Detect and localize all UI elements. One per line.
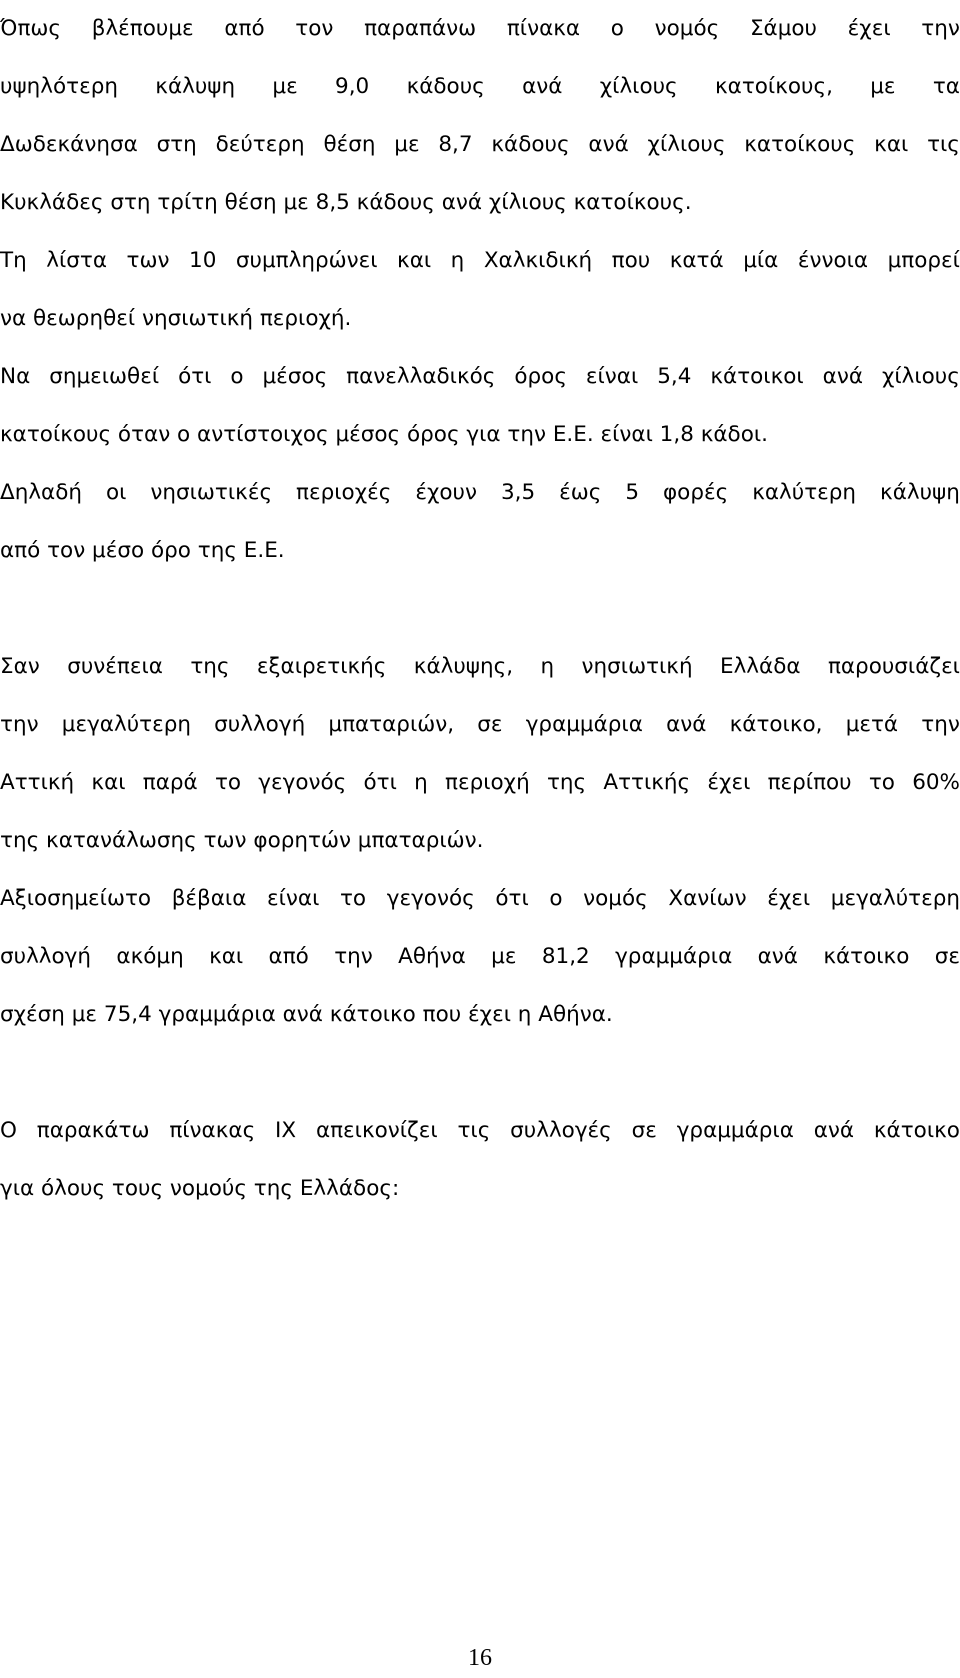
word: 81,2 (541, 944, 590, 969)
word: δεύτερη (215, 132, 305, 157)
word: έχουν (415, 480, 477, 505)
word: παραπάνω (364, 16, 477, 41)
text-line: Κυκλάδες στη τρίτη θέση με 8,5 κάδους ανά χίλιους κατοίκους. (0, 190, 692, 215)
text-line: για όλους τους νομούς της Ελλάδος: (0, 1176, 400, 1201)
word: συλλογή (0, 944, 92, 969)
word: και (874, 132, 909, 157)
text-line (0, 116, 960, 174)
word: χίλιους (881, 364, 960, 389)
word: κάδους (491, 132, 570, 157)
word: με (491, 944, 517, 969)
word: απεικονίζει (315, 1118, 438, 1143)
word: Χανίων (668, 886, 747, 911)
word: 60% (912, 770, 960, 795)
word: η (540, 654, 555, 679)
paragraph (0, 1102, 960, 1218)
word: την (921, 712, 960, 737)
word: της (190, 654, 230, 679)
word: περίπου (767, 770, 852, 795)
word: μεγαλύτερη (61, 712, 191, 737)
word: Να (0, 364, 31, 389)
text-line (0, 464, 960, 522)
word: θέση (323, 132, 376, 157)
word: νησιωτικές (150, 480, 273, 505)
word: κάτοικο (873, 1118, 960, 1143)
word: από (224, 16, 265, 41)
word: χίλιους (647, 132, 726, 157)
word: η (450, 248, 465, 273)
word: ανά (822, 364, 863, 389)
text-line: κατοίκους όταν ο αντίστοιχος μέσος όρος για την Ε.Ε. είναι 1,8 κάδοι. (0, 422, 768, 447)
word: ανά (757, 944, 798, 969)
word: Τη (0, 248, 27, 273)
word: 5,4 (657, 364, 692, 389)
word: συλλογή (214, 712, 306, 737)
word: συνέπεια (67, 654, 163, 679)
word: και (397, 248, 432, 273)
word: τις (457, 1118, 491, 1143)
word: γεγονός (258, 770, 347, 795)
word: κάδους (406, 74, 485, 99)
word: γραμμάρια (525, 712, 643, 737)
word: οι (105, 480, 127, 505)
word: Όπως (0, 16, 62, 41)
word: ο (610, 16, 624, 41)
text-line (0, 870, 960, 928)
word: καλύτερη (752, 480, 857, 505)
text-line (0, 1102, 960, 1160)
word: περιοχές (296, 480, 392, 505)
word: τις (927, 132, 960, 157)
word: την (0, 712, 39, 737)
paragraph-gap (0, 580, 960, 638)
word: ΙΧ (275, 1118, 297, 1143)
word: σημειωθεί (49, 364, 160, 389)
word: ανά (588, 132, 629, 157)
word: Αξιοσημείωτο (0, 886, 152, 911)
word: κάλυψης, (413, 654, 514, 679)
word: έχει (847, 16, 891, 41)
word: κάτοικο, (729, 712, 823, 737)
word: μπαταριών, (328, 712, 455, 737)
word: Σαν (0, 654, 40, 679)
word: κάτοικοι (710, 364, 804, 389)
word: υψηλότερη (0, 74, 118, 99)
word: ανά (666, 712, 707, 737)
word: κάλυψη (155, 74, 236, 99)
word: συμπληρώνει (235, 248, 378, 273)
word: ότι (178, 364, 212, 389)
word: όρος (514, 364, 567, 389)
word: μία (743, 248, 779, 273)
text-line (0, 0, 960, 58)
word: βέβαια (171, 886, 247, 911)
word: νομός (583, 886, 648, 911)
word: κατοίκους (744, 132, 856, 157)
word: Αττικής (603, 770, 691, 795)
word: το (339, 886, 367, 911)
word: τον (295, 16, 334, 41)
text-line: από τον μέσο όρο της Ε.Ε. (0, 538, 285, 563)
word: 9,0 (335, 74, 370, 99)
word: είναι (585, 364, 639, 389)
word: έχει (767, 886, 811, 911)
word: νησιωτική (581, 654, 693, 679)
word: την (334, 944, 373, 969)
page-number: 16 (468, 1645, 492, 1671)
word: περιοχή (445, 770, 530, 795)
word: είναι (267, 886, 320, 911)
text-line: σχέση με 75,4 γραμμάρια ανά κάτοικο που έχει η Αθήνα. (0, 1002, 613, 1027)
word: ακόμη (116, 944, 184, 969)
word: των (126, 248, 170, 273)
word: σε (631, 1118, 657, 1143)
word: με (394, 132, 420, 157)
word: γραμμάρια (676, 1118, 794, 1143)
word: ότι (363, 770, 397, 795)
word: της (546, 770, 587, 795)
word: έννοια (797, 248, 869, 273)
word: ανά (522, 74, 563, 99)
word: ο (230, 364, 244, 389)
text-line (0, 58, 960, 116)
text-line (0, 928, 960, 986)
word: μετά (845, 712, 899, 737)
word: έως (559, 480, 602, 505)
word: τα (932, 74, 960, 99)
word: 8,7 (438, 132, 473, 157)
word: Χαλκιδική (483, 248, 593, 273)
word: γραμμάρια (615, 944, 733, 969)
paragraph (0, 638, 960, 1044)
word: ο (549, 886, 563, 911)
word: σε (477, 712, 503, 737)
word: Αθήνα (398, 944, 466, 969)
word: 3,5 (500, 480, 536, 505)
text-line (0, 348, 960, 406)
word: παρά (142, 770, 198, 795)
word: βλέπουμε (91, 16, 194, 41)
word: πίνακας (169, 1118, 256, 1143)
word: και (91, 770, 126, 795)
word: Ελλάδα (720, 654, 801, 679)
text-line (0, 696, 960, 754)
word: ανά (813, 1118, 855, 1143)
word: στη (156, 132, 197, 157)
word: παρακάτω (36, 1118, 150, 1143)
word: γεγονός (386, 886, 475, 911)
word: χίλιους (599, 74, 678, 99)
word: πανελλαδικός (346, 364, 496, 389)
word: Δωδεκάνησα (0, 132, 138, 157)
word: από (268, 944, 309, 969)
word: το (214, 770, 242, 795)
word: ότι (495, 886, 529, 911)
word: νομός (654, 16, 720, 41)
word: 10 (189, 248, 217, 273)
word: Αττική (0, 770, 75, 795)
text-line: να θεωρηθεί νησιωτική περιοχή. (0, 306, 352, 331)
word: μεγαλύτερη (830, 886, 960, 911)
word: φορές (663, 480, 729, 505)
word: πίνακα (506, 16, 581, 41)
word: κάτοικο (823, 944, 910, 969)
word: μπορεί (887, 248, 960, 273)
paragraph (0, 0, 960, 580)
word: κατοίκους, (714, 74, 833, 99)
text-line: της κατανάλωσης των φορητών μπαταριών. (0, 828, 484, 853)
word: Σάμου (749, 16, 817, 41)
word: 5 (625, 480, 640, 505)
word: την (921, 16, 960, 41)
word: Ο (0, 1118, 17, 1143)
word: με (870, 74, 896, 99)
word: κάλυψη (880, 480, 960, 505)
word: παρουσιάζει (827, 654, 960, 679)
word: συλλογές (510, 1118, 612, 1143)
word: σε (934, 944, 960, 969)
paragraph-gap (0, 1044, 960, 1102)
word: η (414, 770, 428, 795)
word: με (272, 74, 298, 99)
word: Δηλαδή (0, 480, 83, 505)
word: που (611, 248, 651, 273)
word: έχει (707, 770, 751, 795)
word: εξαιρετικής (256, 654, 387, 679)
word: το (868, 770, 895, 795)
text-line (0, 638, 960, 696)
word: κατά (669, 248, 724, 273)
text-line (0, 754, 960, 812)
word: μέσος (262, 364, 328, 389)
word: λίστα (46, 248, 108, 273)
text-line (0, 232, 960, 290)
word: και (209, 944, 244, 969)
